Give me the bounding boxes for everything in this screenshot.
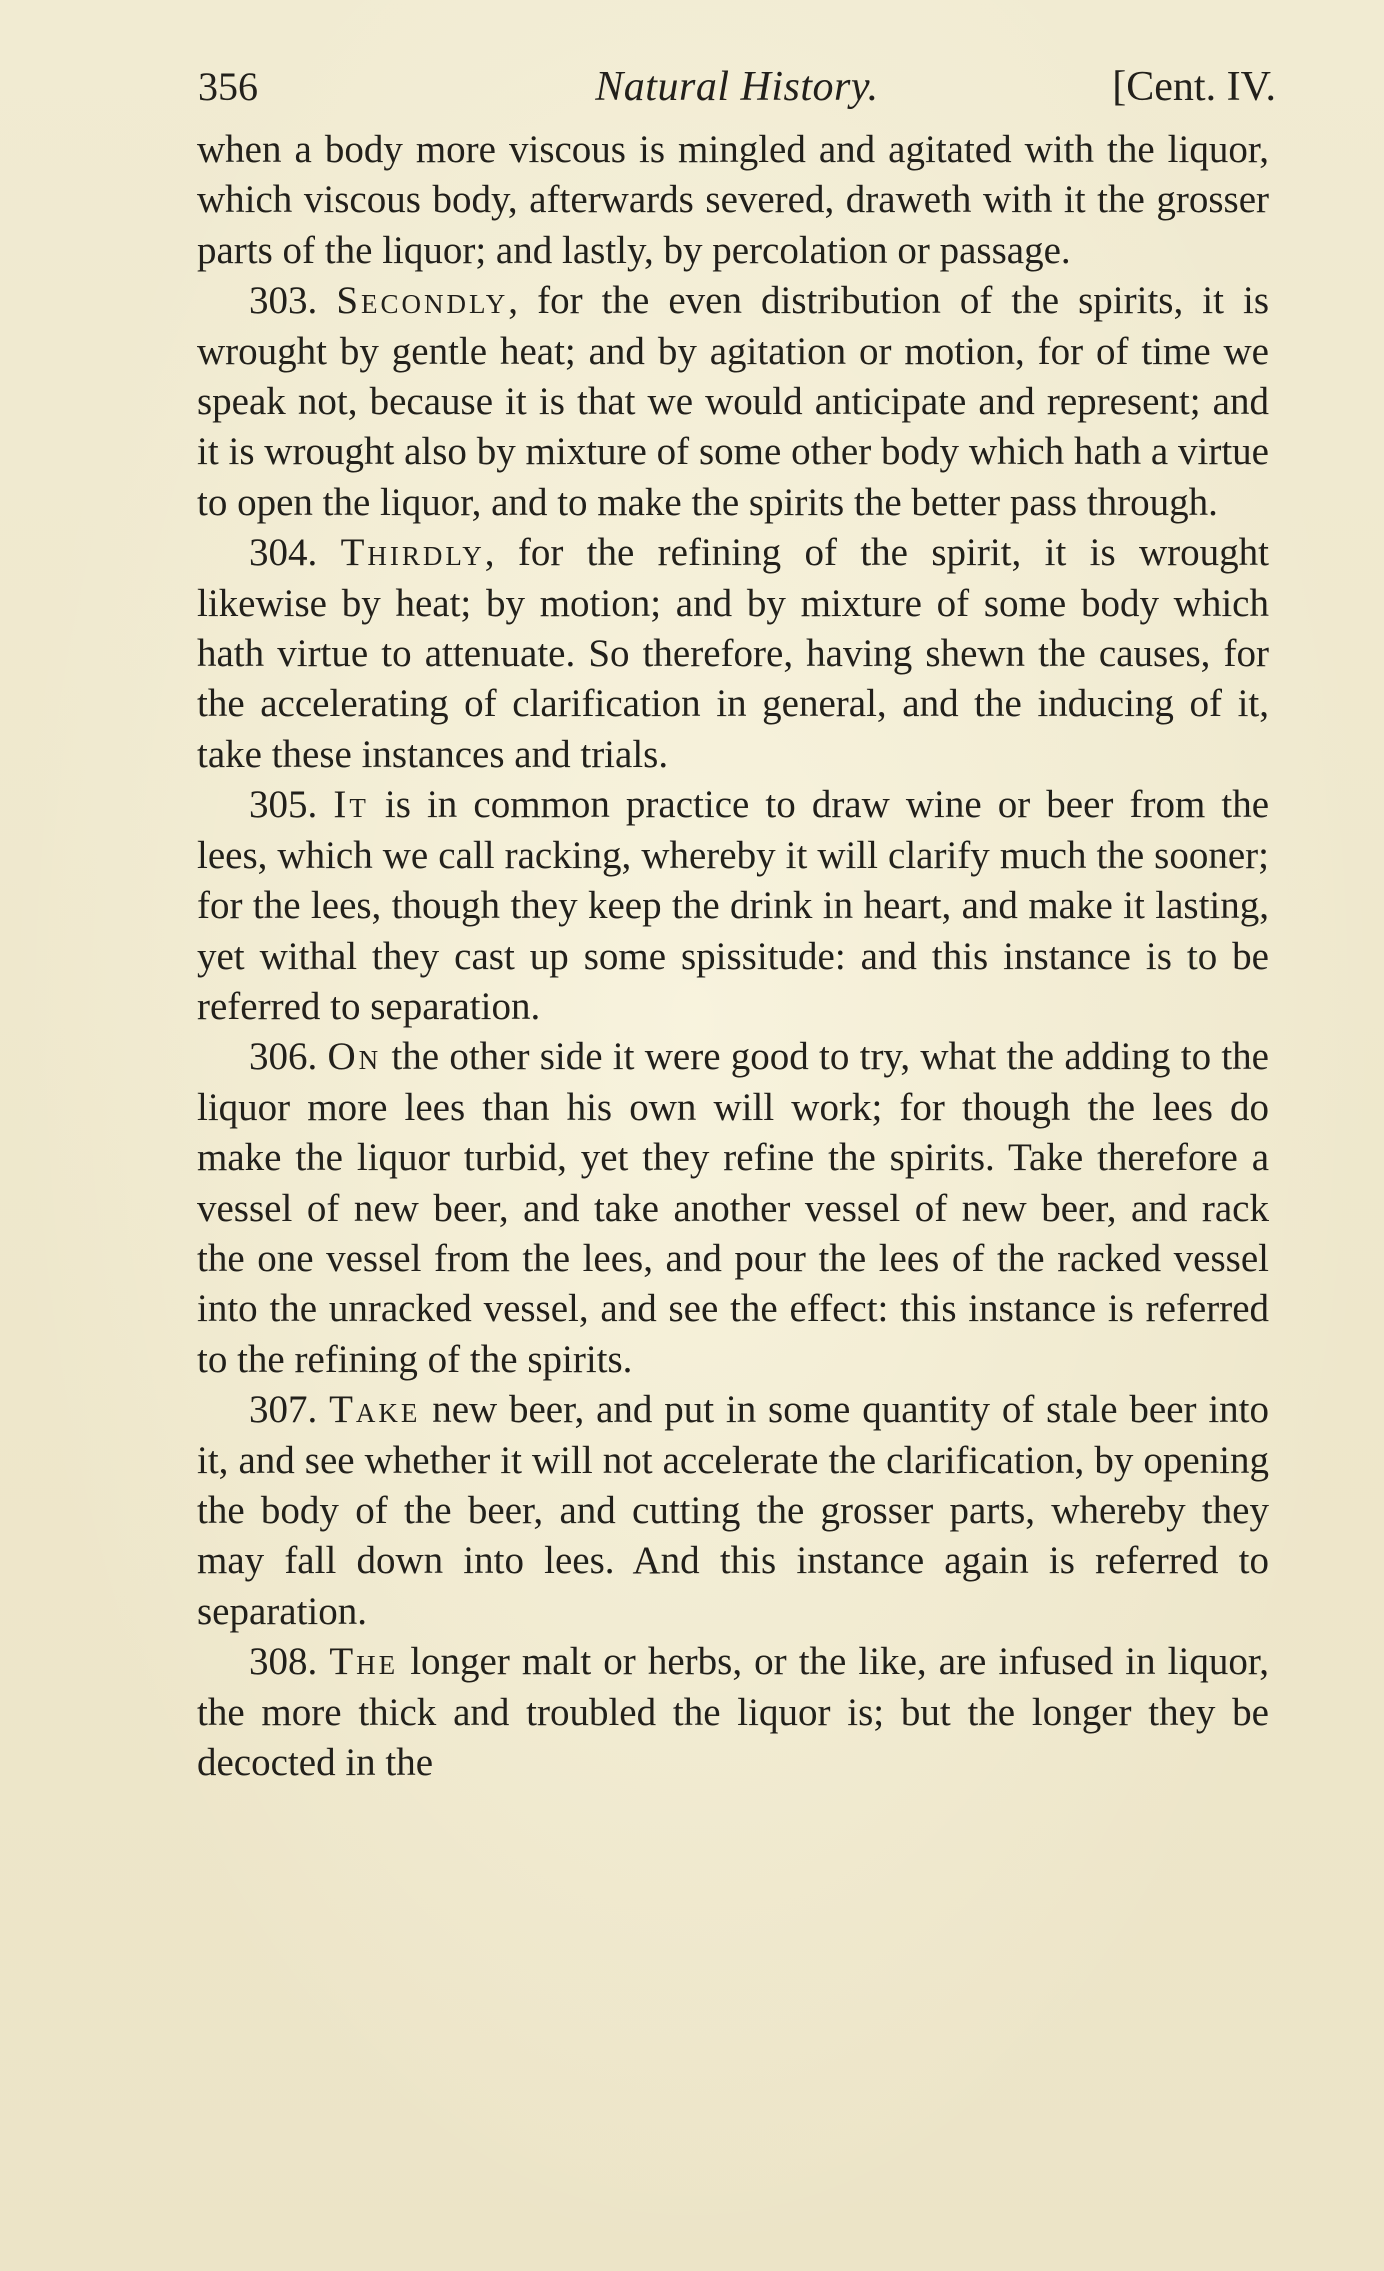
body-text — [197, 125, 1269, 1788]
paragraph-number: 307. — [249, 1388, 318, 1432]
section-marker: [Cent. IV. — [1112, 64, 1276, 110]
paragraph-308 — [197, 1637, 1269, 1788]
paragraph-lead: Take — [329, 1388, 421, 1432]
paragraph-number: 305. — [249, 783, 318, 827]
paragraph-305 — [197, 780, 1269, 1032]
running-header — [198, 52, 1276, 122]
paragraph-number: 303. — [249, 279, 318, 323]
paragraph-number: 306. — [249, 1035, 318, 1079]
paragraph-continuation — [197, 125, 1269, 276]
paragraph-text: the other side it were good to try, what the adding to the liquor more lees than his own will work; for though the lees do make the liquor turbid, yet they refine the spirits. Take therefore a vessel of new beer, and take another vessel of new beer, and rack the one vessel from the lees, and pour the lees of the racked vessel into the unracked vessel, and see the effect: this instance is referred to the refining of the spirits. — [197, 1035, 1269, 1381]
paragraph-text: longer malt or herbs, or the like, are infused in liquor, the more thick and troubled the liquor is; but the longer they be decocted in the — [197, 1640, 1270, 1784]
paragraph-lead: On — [327, 1035, 382, 1079]
paragraph-text: when a body more viscous is mingled and agitated with the liquor, which viscous body, afterwards severed, draweth with it the grosser parts of the liquor; and lastly, by percolation or passage. — [197, 128, 1269, 272]
paragraph-lead: It — [333, 783, 369, 827]
page-number: 356 — [198, 64, 258, 109]
paragraph-304 — [197, 528, 1269, 780]
paragraph-lead: Thirdly — [340, 531, 485, 575]
paragraph-text: is in common practice to draw wine or beer from the lees, which we call racking, whereby it will clarify much the sooner; for the lees, though they keep the drink in heart, and make it lasting, yet withal they cast up some spissitude: and this instance is to be referred to separation. — [197, 783, 1269, 1028]
paragraph-lead: Secondly — [336, 279, 509, 323]
paragraph-lead: The — [329, 1640, 399, 1684]
paragraph-number: 304. — [249, 531, 318, 575]
running-title: Natural History. — [595, 64, 879, 110]
paragraph-text: , for the refining of the spirit, it is wrought likewise by heat; by motion; and by mixture of some body which hath virtue to attenuate. So therefore, having shewn the causes, for the accelerating of clarification in general, and the inducing of it, take these instances and trials. — [197, 531, 1269, 776]
paragraph-text: new beer, and put in some quantity of stale beer into it, and see whether it will not accelerate the clarification, by opening the body of the beer, and cutting the grosser parts, whereby they may fall down into lees. And this instance again is referred to separation. — [197, 1388, 1270, 1633]
paragraph-text: , for the even distribution of the spirits, it is wrought by gentle heat; and by agitation or motion, for of time we speak not, because it is that we would anticipate and represent; and it is wrought also by mixture of some other body which hath a virtue to open the liquor, and to make the spirits the better pass through. — [197, 279, 1270, 524]
paragraph-307 — [197, 1385, 1269, 1637]
paragraph-number: 308. — [249, 1640, 318, 1684]
paragraph-303 — [197, 276, 1269, 528]
paragraph-306 — [197, 1032, 1269, 1385]
